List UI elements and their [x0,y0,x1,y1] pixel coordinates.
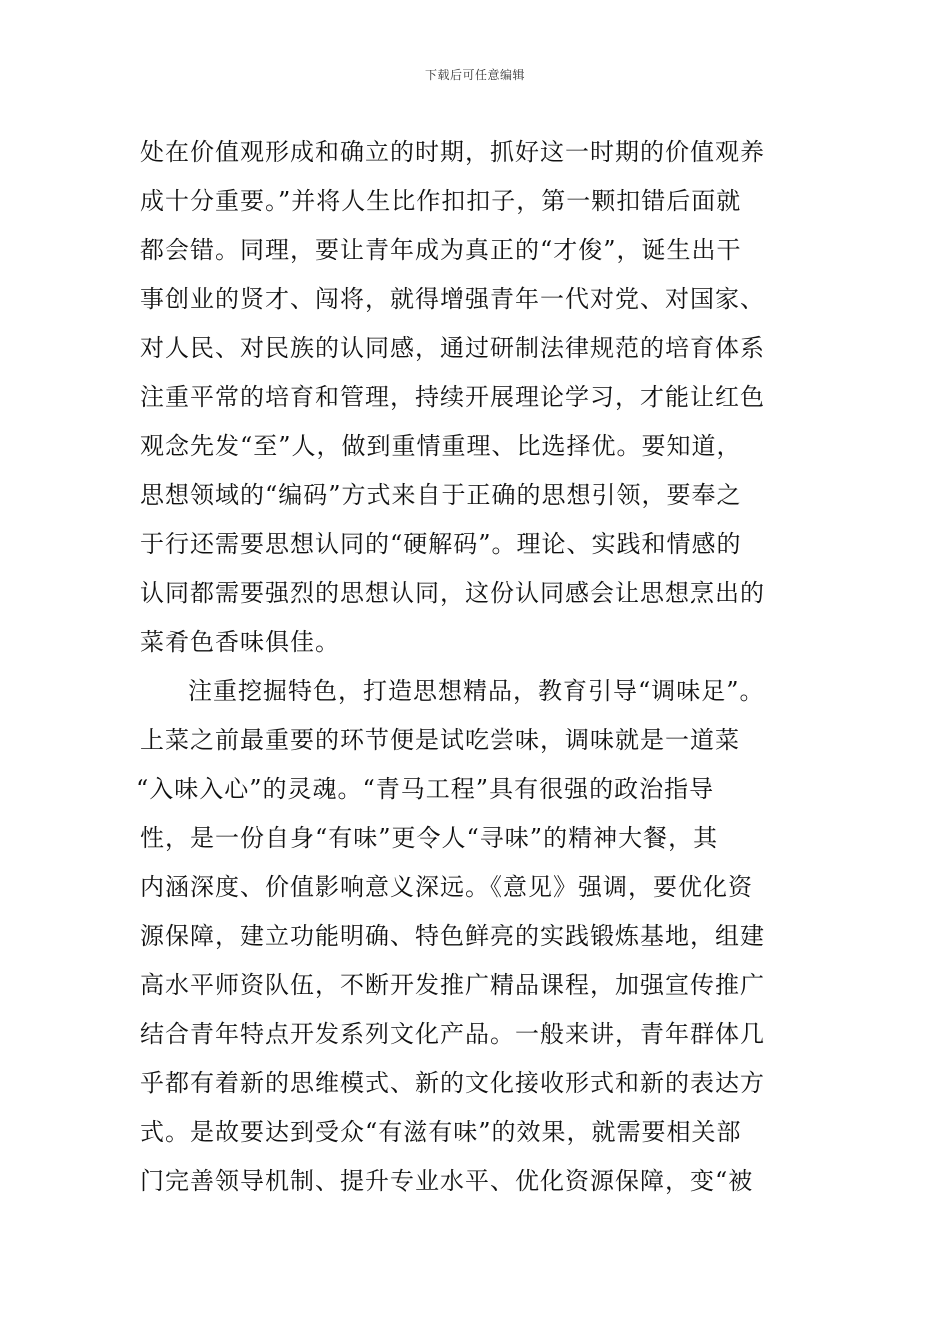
text-line: 上菜之前最重要的环节便是试吃尝味，调味就是一道菜 [140,726,740,754]
text-line: 观念先发“至”人，做到重情重理、比选择优。要知道， [140,432,742,460]
paragraph-2 [136,667,830,1206]
text-line: 思想领域的“编码”方式来自于正确的思想引领，要奉之 [140,481,742,509]
text-line: 高水平师资队伍，不断开发推广精品课程，加强宣传推广 [140,971,765,999]
text-line: 注重平常的培育和管理，持续开展理论学习，才能让红色 [140,383,765,411]
text-line: 对人民、对民族的认同感，通过研制法律规范的培育体系 [140,334,765,362]
page-header-note: 下载后可任意编辑 [424,68,525,82]
text-line: 于行还需要思想认同的“硬解码”。理论、实践和情感的 [140,530,742,558]
text-line: 都会错。同理，要让青年成为真正的“才俊”，诞生出干 [140,236,742,264]
text-line: 认同都需要强烈的思想认同，这份认同感会让思想烹出的 [140,579,765,607]
text-line: 性，是一份自身“有味”更令人“寻味”的精神大餐，其 [140,824,719,852]
text-line: 内涵深度、价值影响意义深远。《意见》强调，要优化资 [140,873,753,901]
text-line: 乎都有着新的思维模式、新的文化接收形式和新的表达方 [140,1069,765,1097]
text-line: 门完善领导机制、提升专业水平、优化资源保障，变“被 [140,1167,754,1195]
text-line: 式。是故要达到受众“有滋有味”的效果，就需要相关部 [140,1118,742,1146]
text-line: 注重挖掘特色，打造思想精品，教育引导“调味足”。 [188,677,765,705]
document-body [136,128,830,1206]
paragraph-1 [140,128,830,667]
text-line: 处在价值观形成和确立的时期，抓好这一时期的价值观养 [140,138,765,166]
text-line: “入味入心”的灵魂。“青马工程”具有很强的政治指导 [136,775,715,803]
text-line: 事创业的贤才、闯将，就得增强青年一代对党、对国家、 [140,285,765,313]
text-line: 菜肴色香味俱佳。 [140,628,340,656]
text-line: 源保障，建立功能明确、特色鲜亮的实践锻炼基地，组建 [140,922,765,950]
text-line: 成十分重要。”并将人生比作扣扣子，第一颗扣错后面就 [140,187,742,215]
text-line: 结合青年特点开发系列文化产品。一般来讲，青年群体几 [140,1020,765,1048]
